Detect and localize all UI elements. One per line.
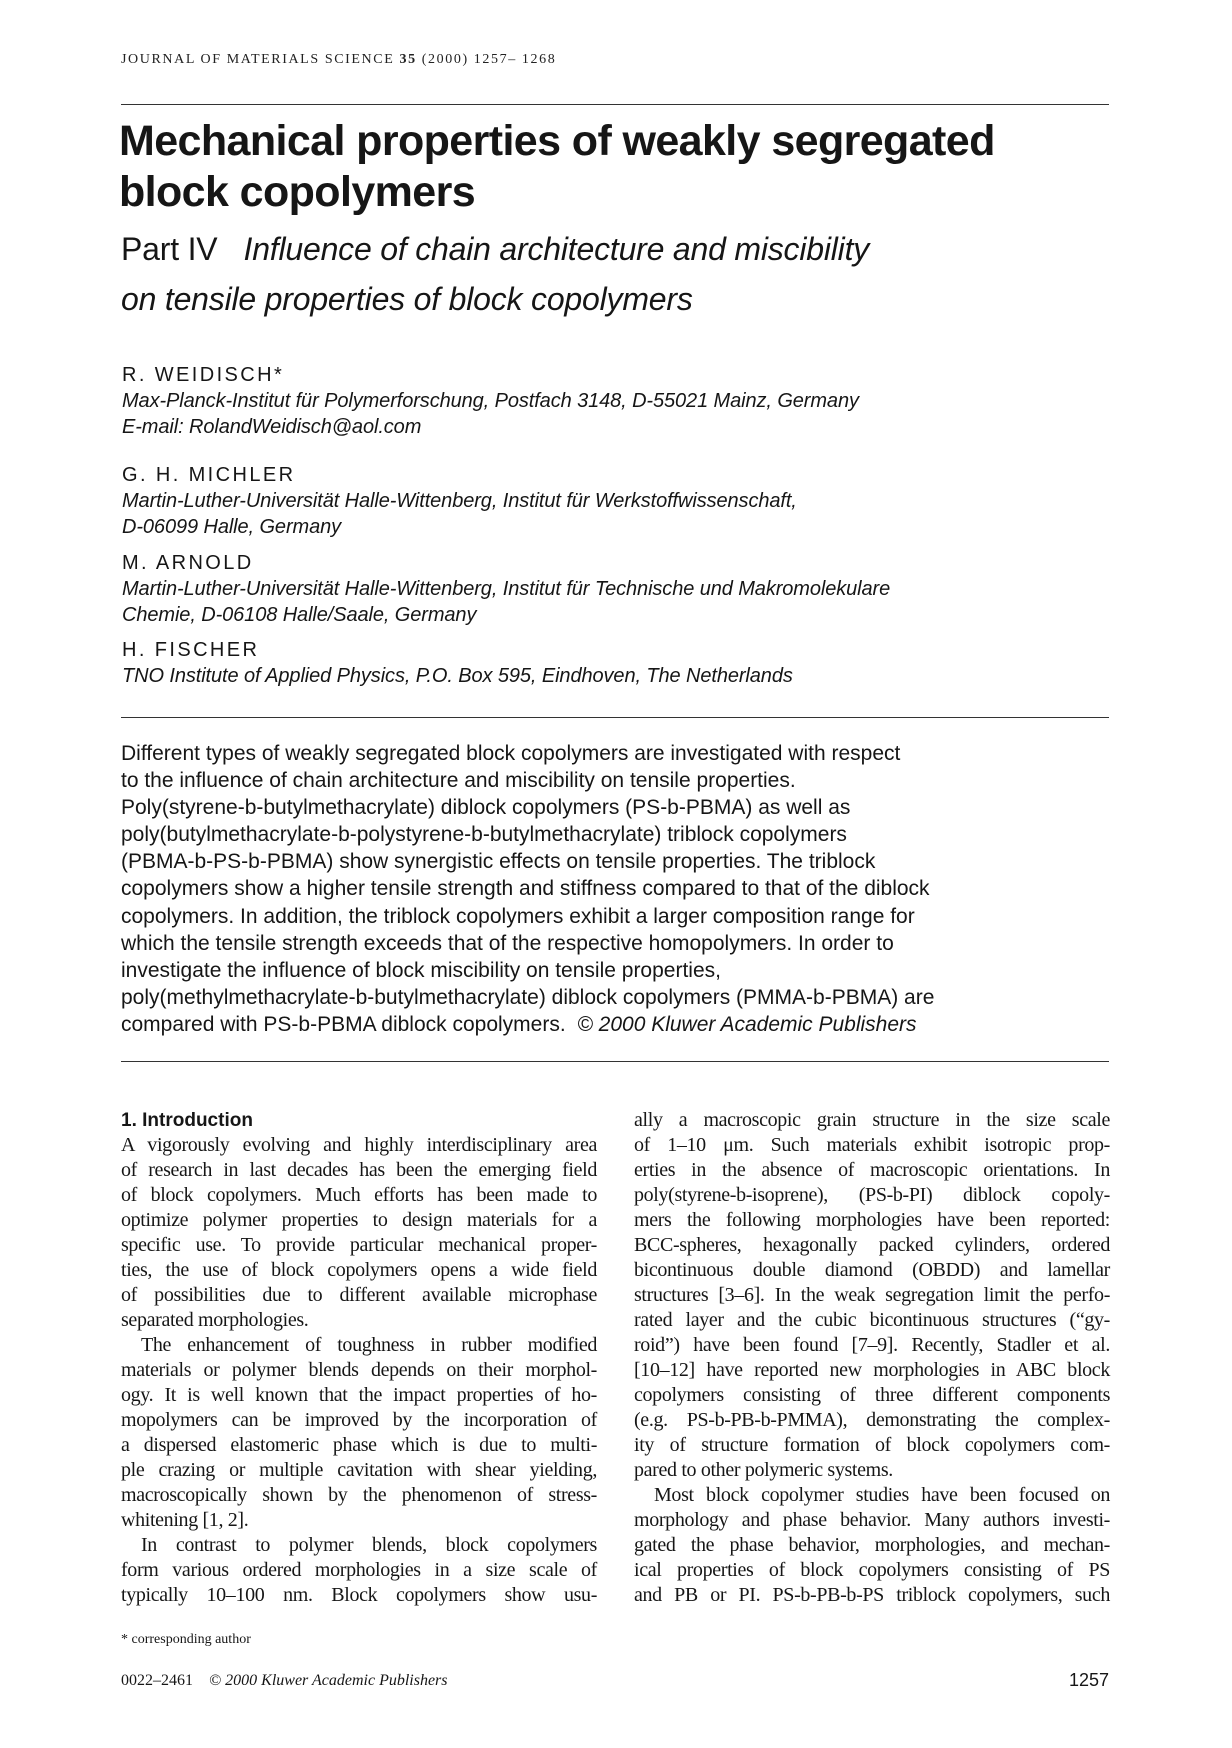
abstract-copyright: © 2000 Kluwer Academic Publishers xyxy=(577,1012,917,1036)
abstract-line: (PBMA-b-PS-b-PBMA) show synergistic effects on tensile properties. The triblock xyxy=(121,850,876,874)
body-text-line: roid”) have been found [7–9]. Recently, Stadler et al. xyxy=(634,1334,1110,1356)
footer-copyright: © 2000 Kluwer Academic Publishers xyxy=(209,1672,448,1689)
body-text-line: mopolymers can be improved by the incorporation of xyxy=(121,1409,597,1431)
body-text-line: [10–12] have reported new morphologies in ABC block xyxy=(634,1359,1110,1381)
author-block xyxy=(122,550,890,628)
abstract-line: which the tensile strength exceeds that of the respective homopolymers. In order to xyxy=(121,931,894,955)
body-text-line: form various ordered morphologies in a size scale of xyxy=(121,1559,597,1581)
body-text-line: BCC-spheres, hexagonally packed cylinders, ordered xyxy=(634,1234,1110,1256)
author-affiliation: Martin-Luther-Universität Halle-Wittenberg, Institut für Werkstoffwissenschaft, xyxy=(122,490,797,512)
author-email: E-mail: RolandWeidisch@aol.com xyxy=(122,416,422,438)
body-text-line: materials or polymer blends depends on their morphol- xyxy=(121,1359,597,1381)
body-text-line: ity of structure formation of block copolymers com- xyxy=(634,1434,1110,1456)
abstract xyxy=(121,740,934,1038)
body-text-line: macroscopically shown by the phenomenon of stress- xyxy=(121,1484,597,1506)
article-subtitle xyxy=(121,224,869,324)
body-text-line: of research in last decades has been the emerging field xyxy=(121,1159,597,1181)
footer xyxy=(121,1672,448,1690)
body-text-line: (e.g. PS-b-PB-b-PMMA), demonstrating the complex- xyxy=(634,1409,1110,1431)
author-block xyxy=(122,462,797,540)
title-line: Mechanical properties of weakly segregated xyxy=(119,117,995,165)
abstract-line: Different types of weakly segregated block copolymers are investigated with respect xyxy=(121,742,901,765)
body-text-line: morphology and phase behavior. Many authors investi- xyxy=(634,1509,1110,1531)
author-name: R. WEIDISCH* xyxy=(122,364,285,386)
body-text-line: structures [3–6]. In the weak segregation limit the perfo- xyxy=(634,1284,1110,1306)
author-affiliation: TNO Institute of Applied Physics, P.O. Box 595, Eindhoven, The Netherlands xyxy=(122,665,793,687)
title-line: block copolymers xyxy=(119,168,476,216)
left-column xyxy=(121,1108,597,1608)
author-affiliation: Martin-Luther-Universität Halle-Wittenberg, Institut für Technische und Makromolekulare xyxy=(122,578,891,600)
volume: 35 xyxy=(399,52,417,67)
abstract-line: compared with PS-b-PBMA diblock copolymers. xyxy=(121,1012,566,1036)
body-text-line: of 1–10 μm. Such materials exhibit isotropic prop- xyxy=(634,1134,1110,1156)
abstract-line: poly(methylmethacrylate-b-butylmethacrylate) diblock copolymers (PMMA-b-PBMA) are xyxy=(121,985,935,1009)
body-text-line: ogy. It is well known that the impact properties of ho- xyxy=(121,1384,597,1406)
body-text-line: The enhancement of toughness in rubber modified xyxy=(141,1334,597,1356)
abstract-top-rule xyxy=(121,717,1109,718)
abstract-bottom-rule xyxy=(121,1061,1109,1062)
issn: 0022–2461 xyxy=(121,1672,193,1689)
subtitle-line: Influence of chain architecture and miscibility xyxy=(243,231,870,267)
body-text-line: ical properties of block copolymers consisting of PS xyxy=(634,1559,1110,1581)
body-text-line: separated morphologies. xyxy=(121,1309,309,1331)
subtitle-line: on tensile properties of block copolymers xyxy=(121,281,693,317)
body-text-line: copolymers consisting of three different components xyxy=(634,1384,1110,1406)
body-text-line: rated layer and the cubic bicontinuous structures (“gy- xyxy=(634,1309,1110,1331)
author-affiliation: Max-Planck-Institut für Polymerforschung, Postfach 3148, D-55021 Mainz, Germany xyxy=(122,390,859,412)
body-text-line: In contrast to polymer blends, block copolymers xyxy=(141,1534,597,1556)
running-head xyxy=(121,52,556,68)
author-name: H. FISCHER xyxy=(122,639,260,661)
body-text-line: ple crazing or multiple cavitation with shear yielding, xyxy=(121,1459,597,1481)
body-text-line: Most block copolymer studies have been focused on xyxy=(654,1484,1110,1506)
author-block xyxy=(122,362,859,440)
body-text-line: of possibilities due to different available microphase xyxy=(121,1284,597,1306)
abstract-line: copolymers show a higher tensile strength and stiffness compared to that of the diblock xyxy=(121,877,930,901)
body-text-line: erties in the absence of macroscopic orientations. In xyxy=(634,1159,1110,1181)
body-text-line: poly(styrene-b-isoprene), (PS-b-PI) diblock copoly- xyxy=(634,1184,1110,1206)
body-text-line: bicontinuous double diamond (OBDD) and lamellar xyxy=(634,1259,1110,1281)
article-title xyxy=(119,116,995,218)
body-text-line: optimize polymer properties to design materials for a xyxy=(121,1209,597,1231)
abstract-line: copolymers. In addition, the triblock copolymers exhibit a larger composition range for xyxy=(121,904,915,928)
footnote: * corresponding author xyxy=(121,1632,251,1647)
body-text-line: A vigorously evolving and highly interdisciplinary area xyxy=(121,1134,597,1156)
author-block xyxy=(122,637,793,689)
part-label: Part IV xyxy=(121,231,218,267)
body-text-line: whitening [1, 2]. xyxy=(121,1509,249,1531)
author-affiliation: D-06099 Halle, Germany xyxy=(122,516,342,538)
author-name: M. ARNOLD xyxy=(122,552,254,574)
body-text-line: specific use. To provide particular mechanical proper- xyxy=(121,1234,597,1256)
body-text-line: pared to other polymeric systems. xyxy=(634,1459,893,1481)
abstract-line: investigate the influence of block miscibility on tensile properties, xyxy=(121,958,721,982)
body-text-line: typically 10–100 nm. Block copolymers show usu- xyxy=(121,1584,597,1606)
abstract-line: poly(butylmethacrylate-b-polystyrene-b-butylmethacrylate) triblock copolymers xyxy=(121,823,847,847)
header-rule xyxy=(121,104,1109,105)
body-text-line: ally a macroscopic grain structure in the size scale xyxy=(634,1109,1110,1131)
body-text-line: of block copolymers. Much efforts has been made to xyxy=(121,1184,597,1206)
abstract-line: Poly(styrene-b-butylmethacrylate) diblock copolymers (PS-b-PBMA) as well as xyxy=(121,796,851,820)
body-text-line: a dispersed elastomeric phase which is due to multi- xyxy=(121,1434,597,1456)
year-pages: (2000) 1257– 1268 xyxy=(421,52,557,67)
body-text-line: gated the phase behavior, morphologies, and mechan- xyxy=(634,1534,1110,1556)
section-heading: 1. Introduction xyxy=(121,1110,253,1131)
body-text-line: mers the following morphologies have been reported: xyxy=(634,1209,1110,1231)
author-name: G. H. MICHLER xyxy=(122,464,296,486)
abstract-line: to the influence of chain architecture and miscibility on tensile properties. xyxy=(121,769,796,793)
author-affiliation: Chemie, D-06108 Halle/Saale, Germany xyxy=(122,604,477,626)
page-number: 1257 xyxy=(1068,1670,1109,1690)
journal-name: JOURNAL OF MATERIALS SCIENCE xyxy=(121,52,395,67)
body-text-line: ties, the use of block copolymers opens a wide field xyxy=(121,1259,597,1281)
body-text-line: and PB or PI. PS-b-PB-b-PS triblock copolymers, such xyxy=(634,1584,1110,1606)
right-column xyxy=(634,1108,1110,1608)
